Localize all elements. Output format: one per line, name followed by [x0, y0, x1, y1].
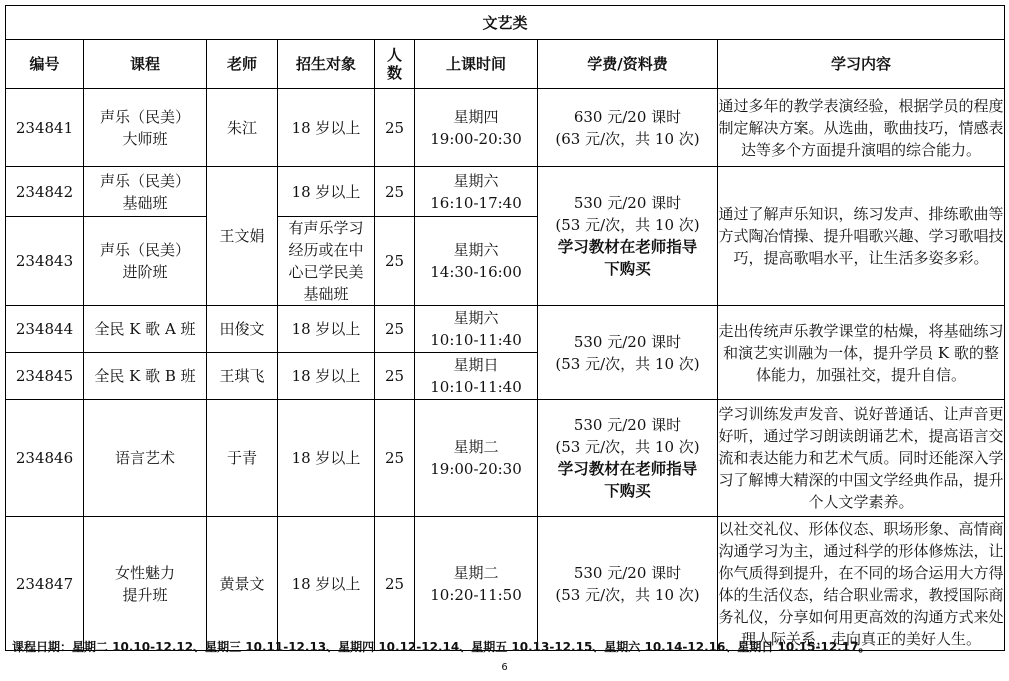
fee-note-line1: 学习教材在老师指导	[557, 238, 698, 256]
class-time	[415, 217, 538, 306]
target: 18 岁以上	[278, 517, 375, 651]
course-content: 走出传统声乐教学课堂的枯燥，将基础练习和演艺实训融为一体，提升学员 K 歌的整体能力，加强社交，提升自信。	[718, 306, 1005, 400]
enrollment-count: 25	[375, 517, 415, 651]
header-teacher: 老师	[207, 40, 278, 89]
course-name-line1: 声乐（民美）	[99, 171, 190, 190]
course-code: 234844	[6, 306, 84, 353]
fee-total: 530 元/20 课时	[573, 332, 682, 351]
fee-total: 630 元/20 课时	[573, 107, 682, 126]
header-count-line1: 人	[386, 46, 402, 64]
course-name	[84, 217, 207, 306]
target: 18 岁以上	[278, 306, 375, 353]
course-name	[84, 89, 207, 167]
target: 18 岁以上	[278, 89, 375, 167]
fee-note-line2: 下购买	[604, 260, 651, 278]
class-hours: 19:00-20:30	[430, 129, 522, 148]
header-row	[6, 40, 1005, 89]
course-name: 全民 K 歌 A 班	[84, 306, 207, 353]
class-hours: 16:10-17:40	[430, 193, 522, 212]
class-time	[415, 89, 538, 167]
course-name-line1: 女性魅力	[114, 563, 175, 582]
class-time	[415, 306, 538, 353]
category-title: 文艺类	[6, 6, 1005, 40]
fee-total: 530 元/20 课时	[573, 194, 682, 212]
teacher: 田俊文	[207, 306, 278, 353]
header-content: 学习内容	[718, 40, 1005, 89]
course-code: 234841	[6, 89, 84, 167]
target: 18 岁以上	[278, 167, 375, 217]
course-name: 全民 K 歌 B 班	[84, 353, 207, 400]
fee	[538, 306, 718, 400]
fee-note-line2: 下购买	[604, 482, 651, 500]
header-count	[375, 40, 415, 89]
class-hours: 10:10-11:40	[430, 378, 522, 396]
class-day: 星期日	[453, 356, 499, 374]
header-code: 编号	[6, 40, 84, 89]
target: 18 岁以上	[278, 353, 375, 400]
course-name-line2: 基础班	[122, 193, 168, 212]
teacher: 黄景文	[207, 517, 278, 651]
class-time	[415, 353, 538, 400]
course-name-line2: 进阶班	[122, 263, 168, 281]
class-hours: 19:00-20:30	[430, 460, 522, 478]
course-code: 234846	[6, 400, 84, 517]
course-dates-note: 课程日期：星期二 10.10-12.12、星期三 10.11-12.13、星期四 10.12-12.14、星期五 10.13-12.15、星期六 10.14-12.16、星期日 10.15-12.17。	[12, 640, 871, 654]
fee	[538, 400, 718, 517]
teacher: 朱江	[207, 89, 278, 167]
course-name-line1: 声乐（民美）	[99, 107, 190, 126]
class-time	[415, 400, 538, 517]
header-target: 招生对象	[278, 40, 375, 89]
course-content: 通过多年的教学表演经验，根据学员的程度制定解决方案。从选曲，歌曲技巧，情感表达等多个方面提升演唱的综合能力。	[718, 89, 1005, 167]
course-name-line2: 大师班	[122, 129, 168, 148]
teacher: 王琪飞	[207, 353, 278, 400]
class-time	[415, 517, 538, 651]
class-hours: 14:30-16:00	[430, 263, 522, 281]
table-row	[6, 167, 1005, 217]
course-code: 234845	[6, 353, 84, 400]
class-day: 星期六	[453, 241, 499, 259]
category-row	[6, 6, 1005, 40]
course-name-line1: 声乐（民美）	[99, 241, 190, 259]
teacher: 王文娟	[207, 167, 278, 306]
course-name-line2: 提升班	[122, 585, 168, 604]
course-name: 语言艺术	[84, 400, 207, 517]
enrollment-count: 25	[375, 167, 415, 217]
table-row	[6, 400, 1005, 517]
fee-per-class: (53 元/次，共 10 次)	[555, 585, 700, 604]
target: 18 岁以上	[278, 400, 375, 517]
fee-per-class: (63 元/次，共 10 次)	[555, 129, 700, 148]
table-row	[6, 89, 1005, 167]
header-course: 课程	[84, 40, 207, 89]
page-number: 6	[501, 662, 508, 673]
class-day: 星期二	[453, 438, 499, 456]
teacher: 于青	[207, 400, 278, 517]
course-schedule-sheet	[5, 5, 1005, 651]
class-time	[415, 167, 538, 217]
enrollment-count: 25	[375, 353, 415, 400]
header-time: 上课时间	[415, 40, 538, 89]
class-day: 星期四	[453, 107, 499, 126]
course-code: 234843	[6, 217, 84, 306]
course-name	[84, 517, 207, 651]
fee-total: 530 元/20 课时	[573, 563, 682, 582]
course-content: 学习训练发声发音、说好普通话、让声音更好听，通过学习朗读朗诵艺术，提高语言交流和表达能力和艺术气质。同时还能深入学习了解博大精深的中国文学经典作品，提升个人文学素养。	[718, 400, 1005, 517]
class-hours: 10:20-11:50	[430, 585, 522, 604]
fee	[538, 517, 718, 651]
table-row	[6, 306, 1005, 353]
fee	[538, 89, 718, 167]
course-code: 234842	[6, 167, 84, 217]
header-fee: 学费/资料费	[538, 40, 718, 89]
fee-total: 530 元/20 课时	[573, 416, 682, 434]
fee-note-line1: 学习教材在老师指导	[557, 460, 698, 478]
course-content: 通过了解声乐知识，练习发声、排练歌曲等方式陶冶情操、提升唱歌兴趣、学习歌唱技巧，提高歌唱水平，让生活多姿多彩。	[718, 167, 1005, 306]
fee-per-class: (53 元/次，共 10 次)	[555, 216, 700, 234]
class-hours: 10:10-11:40	[430, 331, 522, 349]
course-name	[84, 167, 207, 217]
course-content: 以社交礼仪、形体仪态、职场形象、高情商沟通学习为主，通过科学的形体修炼法，让你气质得到提升，在不同的场合运用大方得体的生活仪态，结合职业需求，教授国际商务礼仪，分享如何用更高效的沟通方式来处理人际关系，走向真正的美好人生。	[718, 517, 1005, 651]
class-day: 星期二	[453, 563, 499, 582]
fee-per-class: (53 元/次，共 10 次)	[555, 438, 700, 456]
enrollment-count: 25	[375, 217, 415, 306]
target: 有声乐学习经历或在中心已学民美基础班	[278, 217, 375, 306]
fee-per-class: (53 元/次，共 10 次)	[555, 354, 700, 373]
table-row	[6, 517, 1005, 651]
fee	[538, 167, 718, 306]
header-count-line2: 数	[386, 64, 402, 82]
course-table	[5, 5, 1005, 651]
enrollment-count: 25	[375, 306, 415, 353]
class-day: 星期六	[453, 171, 499, 190]
enrollment-count: 25	[375, 89, 415, 167]
enrollment-count: 25	[375, 400, 415, 517]
course-code: 234847	[6, 517, 84, 651]
class-day: 星期六	[453, 309, 499, 327]
